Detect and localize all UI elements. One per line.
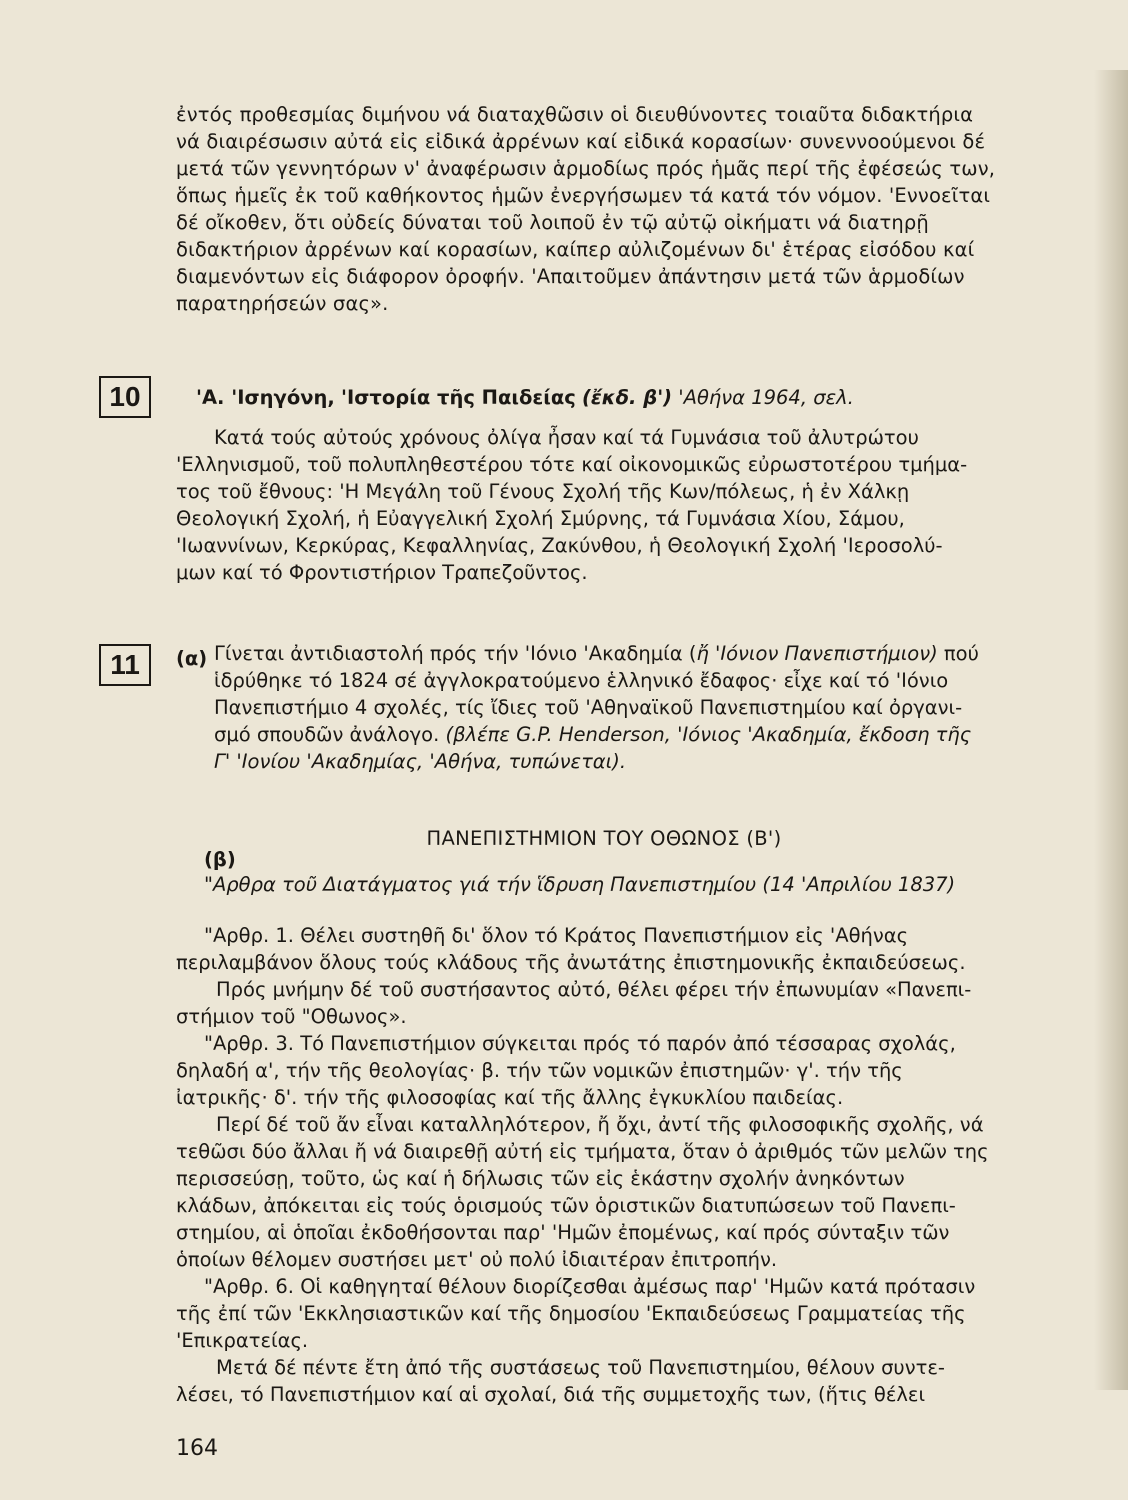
text-line: στήμιον τοῦ "Οθωνος». [176,1005,407,1028]
text-line: Περί δέ τοῦ ἄν εἶναι καταλληλότερον, ἤ ὄχι, ἀντί τῆς φιλοσοφικῆς σχολῆς, νά [216,1113,984,1136]
page-number: 164 [176,1436,218,1461]
text-line: ἐντός προθεσμίας διμήνου νά διαταχθῶσιν οἱ διευθύνοντες τοιαῦτα διδακτήρια [176,103,974,126]
text-line: διδακτήριον ἀρρένων καί κορασίων, καίπερ αὐλιζομένων δι' ἑτέρας εἰσόδου καί [176,238,975,261]
italic-span: (βλέπε G.P. Henderson, 'Ιόνιος 'Ακαδημία, ἔκδοση τῆς [445,723,972,746]
citation-title: 'Ιστορία τῆς Παιδείας [341,386,576,409]
note-10-citation [196,386,854,409]
text-line: παρατηρήσεών σας». [176,292,389,315]
page-edge-shadow [1094,70,1128,1390]
text-line [214,721,1044,748]
citation-edition: (ἔκδ. β') [582,386,673,409]
text-line: λέσει, τό Πανεπιστήμιον καί αἱ σχολαί, διά τῆς συμμετοχῆς των, (ἥτις θέλει [176,1383,926,1406]
text-line [214,640,1044,667]
section-subtitle: "Αρθρα τοῦ Διατάγματος γιά τήν ἵδρυση Πανεπιστημίου (14 'Απριλίου 1837) [204,873,956,896]
intro-paragraph [176,101,1044,317]
text-line: "Αρθρ. 1. Θέλει συστηθῆ δι' ὅλον τό Κράτος Πανεπιστήμιον εἰς 'Αθήνας [204,924,909,947]
citation-author: 'Α. 'Ισηγόνη, [196,386,335,409]
text-line: στημίου, αἱ ὁποῖαι ἐκδοθήσονται παρ' 'Ημῶν ἐπομένως, καί πρός σύνταξιν τῶν [176,1221,950,1244]
note-number-11: 11 [99,644,151,686]
note-11a-paragraph [214,640,1044,775]
text-span: πού [937,642,979,665]
text-span: σμό σπουδῶν ἀνάλογο. [214,723,446,746]
citation-place: 'Αθήνα 1964, σελ. [678,386,854,409]
text-line: ἰατρικῆς· δ'. τήν τῆς φιλοσοφίας καί τῆς ἄλλης ἐγκυκλίου παιδείας. [176,1086,844,1109]
text-line: ἱδρύθηκε τό 1824 σέ ἀγγλοκρατούμενο ἑλληνικό ἔδαφος· εἶχε καί τό 'Ιόνιο [214,669,949,692]
text-line: περισσεύσῃ, τοῦτο, ὡς καί ἡ δήλωσις τῶν εἰς ἑκάστην σχολήν ἀνηκόντων [176,1167,905,1190]
section-title: ΠΑΝΕΠΙΣΤΗΜΙΟΝ ΤΟΥ ΟΘΩΝΟΣ (Β') [426,827,782,850]
text-line: ὁποίων θέλομεν συστήσει μετ' οὐ πολύ ἰδιαιτέραν ἐπιτροπήν. [176,1248,778,1271]
text-line: τῆς ἐπί τῶν 'Εκκλησιαστικῶν καί τῆς δημοσίου 'Εκπαιδεύσεως Γραμματείας τῆς [176,1302,966,1325]
text-line: Πανεπιστήμιο 4 σχολές, τίς ἴδιες τοῦ 'Αθηναϊκοῦ Πανεπιστημίου καί ὀργανι- [214,696,963,719]
text-line: 'Επικρατείας. [176,1329,309,1352]
text-line: περιλαμβάνον ὅλους τούς κλάδους τῆς ἀνωτάτης ἐπιστημονικῆς ἐκπαιδεύσεως. [176,951,966,974]
text-line: μετά τῶν γεννητόρων ν' ἀναφέρωσιν ἁρμοδίως πρός ἡμᾶς περί τῆς ἐφέσεώς των, [176,157,996,180]
text-line: διαμενόντων εἰς διάφορον ὀροφήν. 'Απαιτοῦμεν ἀπάντησιν μετά τῶν ἁρμοδίων [176,265,965,288]
text-line: μων καί τό Φροντιστήριον Τραπεζοῦντος. [176,561,588,584]
text-line: "Αρθρ. 6. Οἱ καθηγηταί θέλουν διορίζεσθαι ἀμέσως παρ' 'Ημῶν κατά πρότασιν [204,1275,976,1298]
text-line: Θεολογική Σχολή, ἡ Εὐαγγελική Σχολή Σμύρνης, τά Γυμνάσια Χίου, Σάμου, [176,507,905,530]
decree-paragraph [176,922,1044,1408]
text-line: ὅπως ἡμεῖς ἐκ τοῦ καθήκοντος ἡμῶν ἐνεργήσωμεν τά κατά τόν νόμον. 'Εννοεῖται [176,184,991,207]
text-line: τος τοῦ ἔθνους: 'Η Μεγάλη τοῦ Γένους Σχολή τῆς Κων/πόλεως, ἡ ἐν Χάλκῃ [176,480,910,503]
text-line: νά διαιρέσωσιν αὐτά εἰς εἰδικά ἀρρένων καί εἰδικά κορασίων· συνεννοούμενοι δέ [176,130,986,153]
text-line: "Αρθρ. 3. Τό Πανεπιστήμιον σύγκειται πρός τό παρόν ἀπό τέσσαρας σχολάς, [204,1032,956,1055]
italic-span: ἤ 'Ιόνιον Πανεπιστήμιον) [696,642,938,665]
text-line: Κατά τούς αὐτούς χρόνους ὀλίγα ἦσαν καί τά Γυμνάσια τοῦ ἀλυτρώτου [214,426,919,449]
text-line: Μετά δέ πέντε ἔτη ἀπό τῆς συστάσεως τοῦ Πανεπιστημίου, θέλουν συντε- [216,1356,945,1379]
text-line: 'Ελληνισμοῦ, τοῦ πολυπληθεστέρου τότε καί οἰκονομικῶς εὐρωστοτέρου τμήμα- [176,453,968,476]
note-number-10: 10 [99,376,151,418]
text-span: Γίνεται ἀντιδιαστολή πρός τήν 'Ιόνιο 'Ακαδημία ( [214,642,697,665]
note-10-paragraph [176,424,1038,586]
text-line: τεθῶσι δύο ἄλλαι ἤ νά διαιρεθῇ αὐτή εἰς τμήματα, ὅταν ὁ ἀριθμός τῶν μελῶν της [176,1140,989,1163]
label-a: (α) [176,647,208,670]
text-line: δέ οἴκοθεν, ὅτι οὐδείς δύναται τοῦ λοιποῦ ἐν τῷ αὐτῷ οἰκήματι νά διατηρῇ [176,211,929,234]
text-line: δηλαδή α', τήν τῆς θεολογίας· β. τήν τῶν νομικῶν ἐπιστημῶν· γ'. τήν τῆς [176,1059,903,1082]
text-line: κλάδων, ἀπόκειται εἰς τούς ὁρισμούς τῶν ὁριστικῶν διατυπώσεων τοῦ Πανεπι- [176,1194,956,1217]
label-b: (β) [204,848,236,871]
text-line: Πρός μνήμην δέ τοῦ συστήσαντος αὐτό, θέλει φέρει τήν ἐπωνυμίαν «Πανεπι- [216,978,972,1001]
text-line: Γ' 'Ιονίου 'Ακαδημίας, 'Αθήνα, τυπώνεται). [214,750,627,773]
text-line: 'Ιωαννίνων, Κερκύρας, Κεφαλληνίας, Ζακύνθου, ἡ Θεολογική Σχολή 'Ιεροσολύ- [176,534,943,557]
